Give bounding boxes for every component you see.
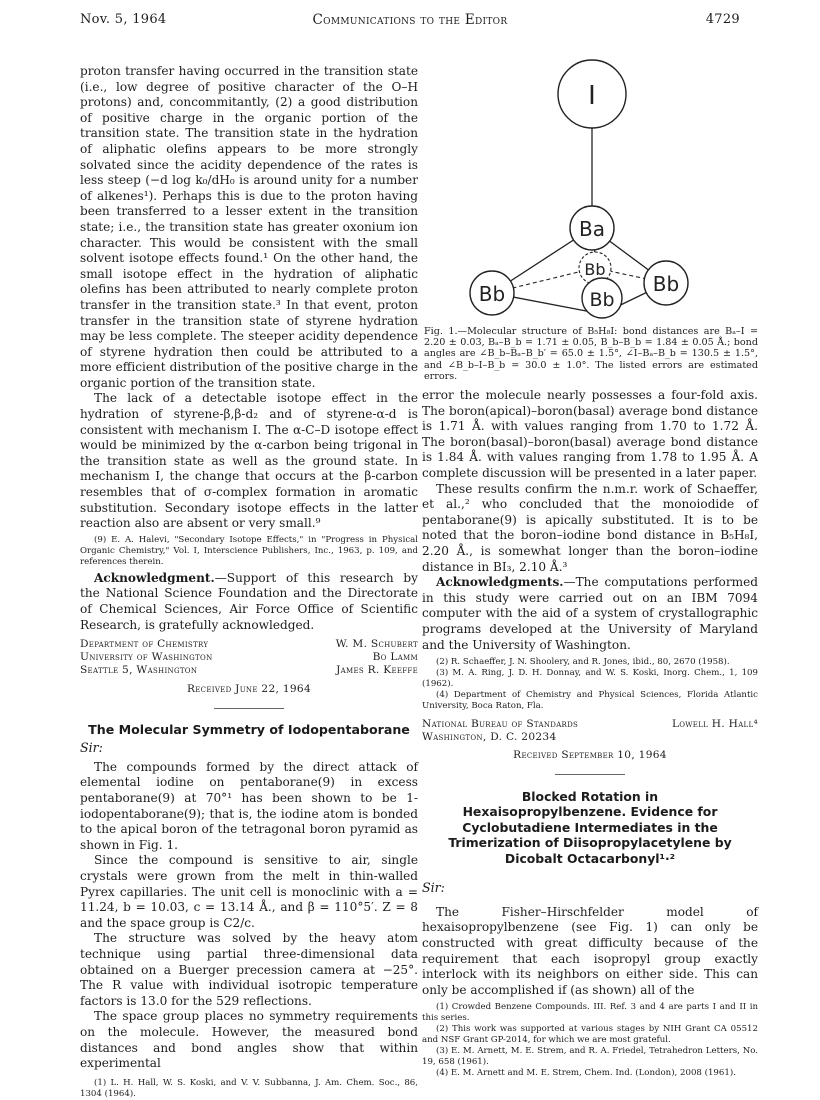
author-name: Lowell H. Hall⁴	[671, 718, 758, 731]
footnote-9	[80, 535, 418, 568]
left-paragraph-5: The structure was solved by the heavy atom technique using partial three-dimensional data obtained on a Buerger precession camera at −25°. The R value with individual isotropic temperature factors is 13.0 for the 529 reflections.	[80, 931, 418, 1008]
footnote-4-text: (4) E. M. Arnett and M. E. Strem, Chem. Ind. (London), 2008 (1961).	[436, 1068, 736, 1079]
ack-label: Acknowledgments.	[436, 575, 564, 590]
right-acknowledgments	[422, 575, 758, 653]
affiliation-line: Washington, D. C. 20234	[422, 731, 557, 744]
left-paragraph-1: proton transfer having occurred in the transition state (i.e., low degree of positive character of the O–H protons) and, concommitantly, (2) a good distribution of positive charge in the organic portion of the transition state. The transition state in the hydration of aliphatic olefins appears to be more strongly solvated since the acidity dependence of the rates is less steep (−d log k₀/dH₀ is around unity for a number of alkenes¹). Perhaps this is due to the proton having been transferred to a lesser extent in the transition state; i.e., the transition state has greater oxonium ion character. This would be consistent with the small solvent isotope effects found.¹ On the other hand, the small isotope effect in the hydration of aliphatic olefins has been attributed to nearly complete proton transfer in the transition state.³ In that event, proton transfer in the transition state of styrene hydration may be less complete. The steeper acidity dependence of styrene hydration then could be attributed to a more efficient distribution of the positive charge in the organic portion of the transition state.	[80, 64, 418, 390]
right-signature	[422, 718, 758, 744]
header-page-number: 4729	[705, 12, 740, 27]
left-signature	[80, 638, 418, 677]
footnote-1-text: (1) L. H. Hall, W. S. Koski, and V. V. Subbanna, J. Am. Chem. Soc., 86, 1304 (1964).	[80, 1077, 418, 1099]
footnote-4-text: (4) Department of Chemistry and Physical Sciences, Florida Atlantic University, Boca Raton, Fla.	[422, 690, 758, 712]
left-paragraph-6: The space group places no symmetry requirements on the molecule. However, the measured bond distances and bond angles show that within experimental	[80, 1009, 418, 1071]
footnote-3-text: (3) E. M. Arnett, M. E. Strem, and R. A. Friedel, Tetrahedron Letters, No. 19, 658 (1961).	[422, 1046, 758, 1068]
right-footnotes-2	[422, 1002, 758, 1079]
right-paragraph-3: The Fisher–Hirschfelder model of hexaisopropylbenzene (see Fig. 1) can only be constructed with great difficulty because of the requirement that each isopropyl group exactly interlock with its neighbors on either side. This can only be accomplished if (as shown) all of the	[422, 904, 758, 997]
salutation: Sir:	[80, 740, 103, 756]
right-footnotes-1	[422, 657, 758, 712]
ack-text: —The computations performed in this study were carried out on an IBM 7094 computer with the aid of a system of crystallographic programs developed at the University of Maryland and the University of Washington.	[422, 575, 758, 652]
left-acknowledgment	[80, 571, 418, 633]
header-title: Communications to the Editor	[312, 12, 508, 28]
author-name: James R. Keeffe	[336, 664, 418, 677]
article-title: The Molecular Symmetry of Iodopentaborane	[88, 721, 410, 737]
atom-boron-basal-left-label: Bb	[478, 282, 506, 306]
affiliation-line: Department of Chemistry	[80, 638, 209, 651]
atom-boron-basal-back-label: Bb	[584, 260, 606, 279]
atom-boron-apical-label: Ba	[579, 217, 605, 241]
atom-boron-basal-right-label: Bb	[652, 272, 680, 296]
ack-text: —Support of this research by the National Science Foundation and the Directorate of Chemical Sciences, Air Force Office of Scientific Research, is gratefully acknowledged.	[80, 570, 418, 632]
footnote-9-text: (9) E. A. Halevi, "Secondary Isotope Effects," in "Progress in Physical Organic Chemistry," Vol. I, Interscience Publishers, Inc., 1963, p. 109, and references therein.	[80, 534, 418, 567]
left-paragraph-4: Since the compound is sensitive to air, single crystals were grown from the melt in thin-walled Pyrex capillaries. The unit cell is monoclinic with a = 11.24, b = 10.03, c = 13.14 Å., and β = 110°5′. Z = 8 and the space group is C2/c.	[80, 853, 418, 930]
right-paragraph-1: error the molecule nearly possesses a four-fold axis. The boron(apical)–boron(basal) average bond distance is 1.71 Å. with values ranging from 1.70 to 1.72 Å. The boron(basal)–boron(basal) average bond distance is 1.84 Å. with values ranging from 1.78 to 1.95 Å. A complete discussion will be presented in a later paper.	[422, 388, 758, 480]
left-paragraph-2: The lack of a detectable isotope effect in the hydration of styrene-β,β-d₂ and of styrene-α-d is consistent with mechanism I. The α-C–D isotope effect would be minimized by the α-carbon being trigonal in the transition state as well as the ground state. In mechanism I, the change that occurs at the β-carbon resembles that of σ-complex formation in aromatic substitution. Secondary isotope effects in the latter reaction also are absent or very small.⁹	[80, 391, 418, 531]
received-date: Received June 22, 1964	[187, 683, 311, 696]
received-date: Received September 10, 1964	[513, 749, 667, 762]
right-column	[422, 388, 758, 1079]
section-divider	[214, 708, 284, 709]
figure-1	[422, 58, 758, 382]
header-date: Nov. 5, 1964	[80, 12, 167, 27]
affiliation-line: University of Washington	[80, 651, 213, 664]
left-paragraph-3: The compounds formed by the direct attack of elemental iodine on pentaborane(9) in excess pentaborane(9) at 70°¹ has been shown to be 1-iodopentaborane(9); that is, the iodine atom is bonded to the apical boron of the tetragonal boron pyramid as shown in Fig. 1.	[80, 759, 418, 852]
atom-iodine-label: I	[588, 81, 596, 111]
author-name: W. M. Schubert	[335, 638, 418, 651]
affiliation-line: National Bureau of Standards	[422, 718, 579, 731]
footnote-1	[80, 1078, 418, 1100]
atom-boron-basal-front-label: Bb	[589, 289, 615, 311]
right-paragraph-2: These results confirm the n.m.r. work of Schaeffer, et al.,² who concluded that the monoiodide of pentaborane(9) is apically substituted. It is to be noted that the boron–iodine bond distance in B₅H₈I, 2.20 Å., is somewhat longer than the boron–iodine distance in BI₃, 2.10 Å.³	[422, 481, 758, 574]
footnote-2-text: (2) This work was supported at various stages by NIH Grant CA 05512 and NSF Grant GP-2014, for which we are most grateful.	[422, 1024, 758, 1046]
left-column	[80, 64, 418, 1100]
salutation: Sir:	[422, 880, 445, 896]
footnote-3-text: (3) M. A. Ring, J. D. H. Donnay, and W. S. Koski, Inorg. Chem., 1, 109 (1962).	[422, 668, 758, 690]
footnote-2-text: (2) R. Schaeffer, J. N. Shoolery, and R. Jones, ibid., 80, 2670 (1958).	[436, 657, 730, 668]
figure-caption: Fig. 1.—Molecular structure of B₅H₈I: bond distances are Bₐ–I = 2.20 ± 0.03, Bₐ–B_b = 1.71 ± 0.05, B_b–B_b = 1.84 ± 0.05 Å.; bond angles are ∠B_b–Bₐ–B_b′ = 65.0 ± 1.5°, ∠I–Bₐ–B_b = 130.5 ± 1.5°, and ∠B_b–I–B_b = 30.0 ± 1.0°. The listed errors are estimated errors.	[424, 326, 758, 382]
ack-label: Acknowledgment.	[94, 570, 215, 585]
molecular-structure-diagram	[422, 58, 758, 320]
article-title: Blocked Rotation in Hexaisopropylbenzene. Evidence for Cyclobutadiene Intermediates in the Trimerization of Diisopropylacetylene by Dicobalt Octacarbonyl¹·²	[448, 788, 732, 866]
section-divider	[555, 774, 625, 775]
affiliation-line: Seattle 5, Washington	[80, 664, 198, 677]
author-name: Bo Lamm	[372, 651, 418, 664]
footnote-1-text: (1) Crowded Benzene Compounds. III. Ref. 3 and 4 are parts I and II in this series.	[422, 1002, 758, 1024]
